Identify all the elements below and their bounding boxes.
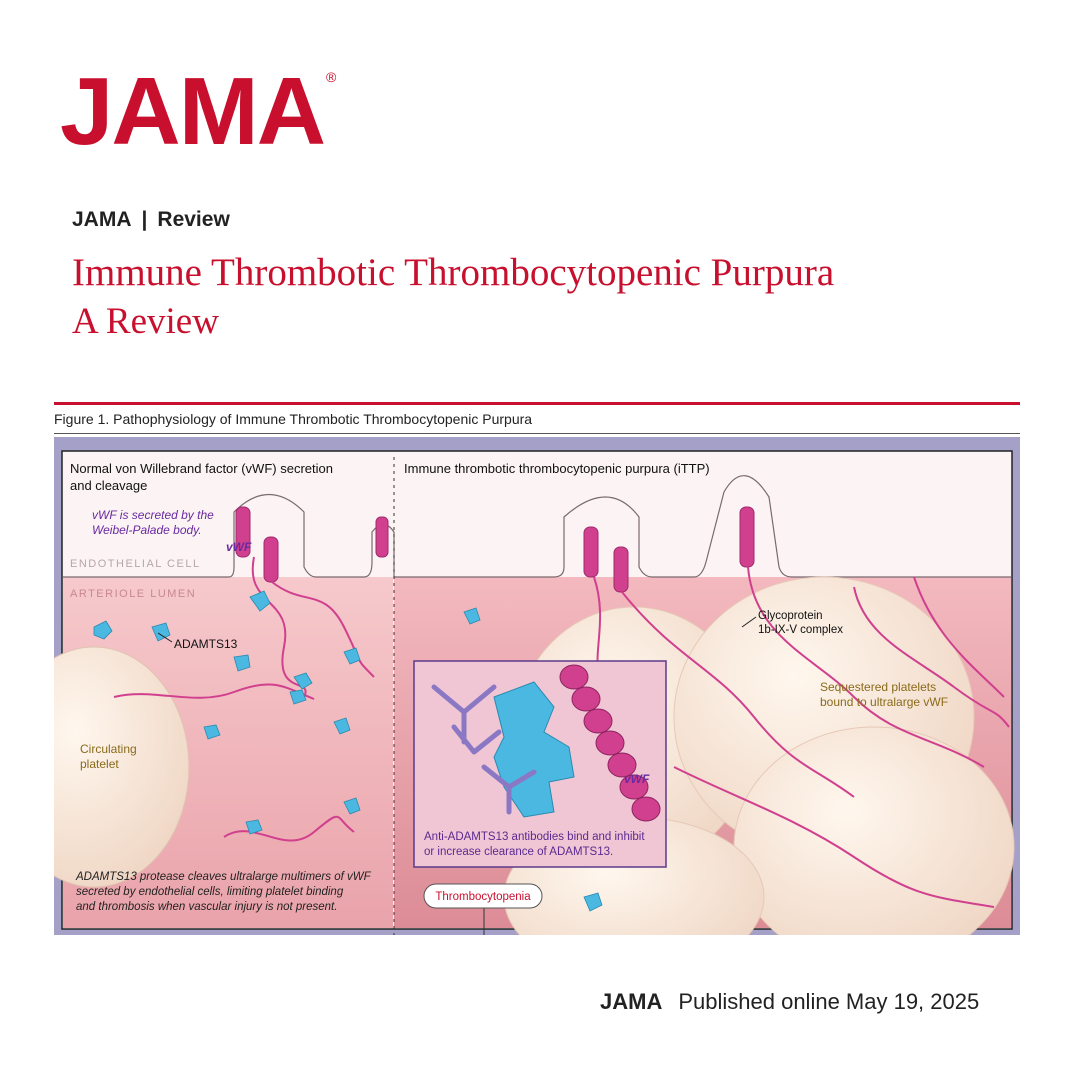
right-heading: Immune thrombotic thrombocytopenic purpura (iTTP) xyxy=(404,461,710,476)
footer-journal: JAMA xyxy=(600,989,663,1014)
registered-mark: ® xyxy=(326,69,337,85)
glycoprotein-1: Glycoprotein xyxy=(758,610,823,622)
section-name: Review xyxy=(157,208,230,231)
arteriole-lumen-label: ARTERIOLE LUMEN xyxy=(70,588,197,600)
figure-caption: Figure 1. Pathophysiology of Immune Thrombotic Thrombocytopenic Purpura xyxy=(54,411,533,427)
left-bottom-3: and thrombosis when vascular injury is not present. xyxy=(76,901,338,913)
endothelial-cell-label: ENDOTHELIAL CELL xyxy=(70,558,201,570)
journal-section-line xyxy=(72,208,230,232)
publication-footer xyxy=(600,989,979,1015)
adamts13-label: ADAMTS13 xyxy=(174,637,238,651)
separator: | xyxy=(141,208,148,231)
pathophysiology-illustration xyxy=(54,437,1020,935)
red-divider xyxy=(54,402,1020,405)
article-subtitle: A Review xyxy=(72,301,219,342)
left-bottom-1: ADAMTS13 protease cleaves ultralarge multimers of vWF xyxy=(76,871,371,883)
left-heading-2: and cleavage xyxy=(70,478,148,493)
weibel-note-1: vWF is secreted by the xyxy=(92,508,214,522)
sequestered-1: Sequestered platelets xyxy=(820,680,937,694)
glycoprotein-2: 1b-IX-V complex xyxy=(758,624,844,636)
article-title: Immune Thrombotic Thrombocytopenic Purpura xyxy=(72,251,835,294)
circulating-platelet-1: Circulating xyxy=(80,742,137,756)
weibel-note-2: Weibel-Palade body. xyxy=(92,523,202,537)
jama-logo xyxy=(60,58,337,165)
inset-vwf-label: vWF xyxy=(624,772,650,786)
thrombocytopenia-label: Thrombocytopenia xyxy=(435,891,531,903)
logo-text: JAMA xyxy=(60,58,325,165)
left-bottom-2: secreted by endothelial cells, limiting platelet binding xyxy=(76,886,344,898)
left-heading-1: Normal von Willebrand factor (vWF) secretion xyxy=(70,461,333,476)
journal-name: JAMA xyxy=(72,208,132,231)
antibody-note-2: or increase clearance of ADAMTS13. xyxy=(424,846,614,858)
footer-published: Published online May 19, 2025 xyxy=(678,989,980,1014)
left-vwf-label: vWF xyxy=(226,540,252,554)
antibody-note-1: Anti-ADAMTS13 antibodies bind and inhibit xyxy=(424,831,645,843)
circulating-platelet-2: platelet xyxy=(80,757,119,771)
sequestered-2: bound to ultralarge vWF xyxy=(820,695,949,709)
gray-divider xyxy=(54,433,1020,434)
